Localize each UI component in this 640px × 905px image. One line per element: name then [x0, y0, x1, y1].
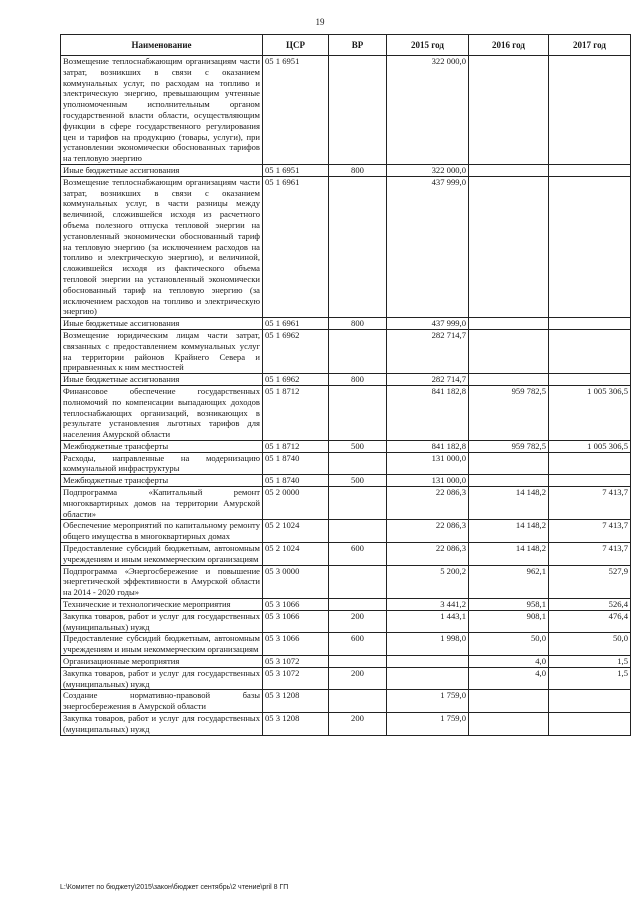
cell-name: Обеспечение мероприятий по капитальному ремонту общего имущества в многоквартирных домах — [61, 520, 263, 543]
cell-name: Предоставление субсидий бюджетным, автономным учреждениям и иным некоммерческим организациям — [61, 543, 263, 566]
cell-y2015: 22 086,3 — [387, 520, 469, 543]
cell-csr: 05 1 8712 — [263, 440, 329, 452]
cell-y2015: 1 759,0 — [387, 690, 469, 713]
cell-y2015: 131 000,0 — [387, 475, 469, 487]
table-row — [61, 610, 631, 633]
cell-vr: 500 — [329, 440, 387, 452]
cell-csr: 05 1 8740 — [263, 452, 329, 475]
cell-y2015: 3 441,2 — [387, 599, 469, 611]
cell-y2016: 14 148,2 — [469, 487, 549, 520]
cell-y2017: 7 413,7 — [549, 487, 631, 520]
cell-csr: 05 1 6961 — [263, 176, 329, 317]
table-row — [61, 176, 631, 317]
cell-y2017 — [549, 176, 631, 317]
cell-y2016: 959 782,5 — [469, 385, 549, 440]
cell-csr: 05 3 1066 — [263, 633, 329, 656]
cell-vr — [329, 385, 387, 440]
table-row — [61, 599, 631, 611]
cell-csr: 05 1 8712 — [263, 385, 329, 440]
cell-y2016: 958,1 — [469, 599, 549, 611]
cell-y2017: 1 005 306,5 — [549, 385, 631, 440]
cell-y2016 — [469, 374, 549, 386]
cell-vr — [329, 520, 387, 543]
cell-csr: 05 3 1066 — [263, 599, 329, 611]
cell-csr: 05 2 1024 — [263, 543, 329, 566]
cell-y2015 — [387, 667, 469, 690]
cell-vr: 200 — [329, 610, 387, 633]
cell-vr — [329, 487, 387, 520]
cell-y2016 — [469, 56, 549, 165]
cell-y2016 — [469, 176, 549, 317]
cell-name: Финансовое обеспечение государственных полномочий по компенсации выпадающих доходов теплоснабжающих организаций, возникающих в результате установления льготных тарифов для населения Амурской области — [61, 385, 263, 440]
cell-y2016 — [469, 164, 549, 176]
cell-vr — [329, 56, 387, 165]
header-vr: ВР — [329, 35, 387, 56]
cell-vr: 200 — [329, 713, 387, 736]
table-row — [61, 318, 631, 330]
cell-name: Возмещение теплоснабжающим организациям части затрат, возникших в связи с оказанием коммунальных услуг, по расходам на топливо и электрическую энергию, превышающим учтенные уполномоченным исполнительным органом государственной власти области, осуществляющим функции в сфере государственного регулирования цен и тарифов на продукцию (товары, услуги), при установлении экономически обоснованных тарифов на тепловую энергию — [61, 56, 263, 165]
table-row — [61, 713, 631, 736]
cell-csr: 05 2 1024 — [263, 520, 329, 543]
cell-y2016 — [469, 329, 549, 373]
cell-csr: 05 1 6962 — [263, 374, 329, 386]
cell-y2017 — [549, 475, 631, 487]
cell-y2016 — [469, 475, 549, 487]
cell-name: Иные бюджетные ассигнования — [61, 164, 263, 176]
cell-y2017: 476,4 — [549, 610, 631, 633]
table-row — [61, 440, 631, 452]
cell-y2015 — [387, 656, 469, 668]
table-row — [61, 487, 631, 520]
table-row — [61, 667, 631, 690]
cell-name: Закупка товаров, работ и услуг для государственных (муниципальных) нужд — [61, 713, 263, 736]
cell-y2016: 4,0 — [469, 656, 549, 668]
table-row — [61, 520, 631, 543]
cell-y2016 — [469, 318, 549, 330]
cell-y2017 — [549, 164, 631, 176]
cell-y2016: 962,1 — [469, 565, 549, 598]
cell-y2016: 14 148,2 — [469, 520, 549, 543]
cell-y2015: 841 182,8 — [387, 440, 469, 452]
header-2015: 2015 год — [387, 35, 469, 56]
table-header-row — [61, 35, 631, 56]
cell-csr: 05 3 0000 — [263, 565, 329, 598]
cell-vr — [329, 452, 387, 475]
cell-csr: 05 1 6951 — [263, 56, 329, 165]
page-number: 19 — [315, 17, 325, 27]
cell-y2017: 1,5 — [549, 667, 631, 690]
cell-y2017: 1,5 — [549, 656, 631, 668]
cell-vr — [329, 690, 387, 713]
cell-y2017: 526,4 — [549, 599, 631, 611]
cell-name: Межбюджетные трансферты — [61, 440, 263, 452]
cell-y2017: 7 413,7 — [549, 520, 631, 543]
cell-y2015: 22 086,3 — [387, 543, 469, 566]
cell-name: Технические и технологические мероприятия — [61, 599, 263, 611]
cell-y2017: 50,0 — [549, 633, 631, 656]
cell-csr: 05 3 1072 — [263, 667, 329, 690]
cell-y2015: 1 998,0 — [387, 633, 469, 656]
cell-vr: 800 — [329, 164, 387, 176]
cell-y2017 — [549, 374, 631, 386]
cell-vr — [329, 329, 387, 373]
cell-y2017 — [549, 690, 631, 713]
cell-vr: 600 — [329, 633, 387, 656]
cell-csr: 05 1 6951 — [263, 164, 329, 176]
cell-vr — [329, 176, 387, 317]
cell-y2015: 841 182,8 — [387, 385, 469, 440]
cell-y2015: 282 714,7 — [387, 329, 469, 373]
table-row — [61, 452, 631, 475]
cell-csr: 05 3 1066 — [263, 610, 329, 633]
cell-vr: 800 — [329, 374, 387, 386]
cell-name: Иные бюджетные ассигнования — [61, 318, 263, 330]
cell-vr: 600 — [329, 543, 387, 566]
cell-y2015: 437 999,0 — [387, 176, 469, 317]
cell-y2017 — [549, 713, 631, 736]
cell-y2016: 959 782,5 — [469, 440, 549, 452]
header-2017: 2017 год — [549, 35, 631, 56]
cell-name: Организационные мероприятия — [61, 656, 263, 668]
cell-csr: 05 2 0000 — [263, 487, 329, 520]
cell-name: Создание нормативно-правовой базы энергосбережения в Амурской области — [61, 690, 263, 713]
cell-y2016: 908,1 — [469, 610, 549, 633]
table-row — [61, 374, 631, 386]
cell-name: Подпрограмма «Капитальный ремонт многоквартирных домов на территории Амурской области» — [61, 487, 263, 520]
cell-y2017 — [549, 329, 631, 373]
cell-vr — [329, 565, 387, 598]
cell-name: Подпрограмма «Энергосбережение и повышение энергетической эффективности в Амурской области на 2014 - 2020 годы» — [61, 565, 263, 598]
cell-y2015: 1 443,1 — [387, 610, 469, 633]
table-row — [61, 633, 631, 656]
cell-vr: 800 — [329, 318, 387, 330]
cell-name: Закупка товаров, работ и услуг для государственных (муниципальных) нужд — [61, 667, 263, 690]
table-row — [61, 565, 631, 598]
cell-y2015: 131 000,0 — [387, 452, 469, 475]
cell-y2016 — [469, 452, 549, 475]
cell-y2015: 1 759,0 — [387, 713, 469, 736]
cell-csr: 05 1 8740 — [263, 475, 329, 487]
cell-y2016: 50,0 — [469, 633, 549, 656]
table-row — [61, 656, 631, 668]
cell-name: Иные бюджетные ассигнования — [61, 374, 263, 386]
cell-name: Возмещение теплоснабжающим организациям части затрат, возникших в связи с оказанием коммунальных услуг, в части разницы между величиной, сложившейся исходя из расчетного объема полезного отпуска тепловой энергии на установленный экономически обоснованный тариф на тепловую энергию (за исключением расходов на топливо и электрическую энергию), и величиной, сложившейся исходя из фактического объема тепловой энергии на установленный экономически обоснованный тариф на тепловую энергию (за исключением расходов на топливо и электрическую энергию) — [61, 176, 263, 317]
cell-name: Расходы, направленные на модернизацию коммунальной инфраструктуры — [61, 452, 263, 475]
table-row — [61, 475, 631, 487]
cell-y2017: 527,9 — [549, 565, 631, 598]
cell-y2015: 322 000,0 — [387, 56, 469, 165]
table-row — [61, 164, 631, 176]
table-row — [61, 329, 631, 373]
cell-y2016: 14 148,2 — [469, 543, 549, 566]
cell-y2016: 4,0 — [469, 667, 549, 690]
cell-y2017 — [549, 318, 631, 330]
file-path-footer: L:\Комитет по бюджету\2015\закон\бюджет сентябрь\2 чтение\pril 8 ГП — [60, 884, 289, 891]
header-name: Наименование — [61, 35, 263, 56]
cell-vr — [329, 656, 387, 668]
cell-name: Межбюджетные трансферты — [61, 475, 263, 487]
table-row — [61, 56, 631, 165]
cell-y2017 — [549, 56, 631, 165]
cell-y2015: 437 999,0 — [387, 318, 469, 330]
table-row — [61, 690, 631, 713]
cell-y2015: 22 086,3 — [387, 487, 469, 520]
cell-csr: 05 3 1072 — [263, 656, 329, 668]
cell-y2015: 322 000,0 — [387, 164, 469, 176]
table-row — [61, 385, 631, 440]
header-csr: ЦСР — [263, 35, 329, 56]
cell-y2017 — [549, 452, 631, 475]
cell-vr: 200 — [329, 667, 387, 690]
cell-y2016 — [469, 690, 549, 713]
cell-csr: 05 3 1208 — [263, 713, 329, 736]
cell-csr: 05 1 6962 — [263, 329, 329, 373]
cell-csr: 05 1 6961 — [263, 318, 329, 330]
cell-y2015: 5 200,2 — [387, 565, 469, 598]
cell-y2017: 7 413,7 — [549, 543, 631, 566]
cell-y2017: 1 005 306,5 — [549, 440, 631, 452]
budget-table — [60, 34, 631, 736]
cell-vr: 500 — [329, 475, 387, 487]
cell-y2016 — [469, 713, 549, 736]
cell-vr — [329, 599, 387, 611]
cell-y2015: 282 714,7 — [387, 374, 469, 386]
cell-name: Предоставление субсидий бюджетным, автономным учреждениям и иным некоммерческим организациям — [61, 633, 263, 656]
header-2016: 2016 год — [469, 35, 549, 56]
cell-name: Возмещение юридическим лицам части затрат, связанных с предоставлением коммунальных услуг на территории районов Крайнего Севера и приравненных к ним местностей — [61, 329, 263, 373]
cell-csr: 05 3 1208 — [263, 690, 329, 713]
cell-name: Закупка товаров, работ и услуг для государственных (муниципальных) нужд — [61, 610, 263, 633]
table-row — [61, 543, 631, 566]
